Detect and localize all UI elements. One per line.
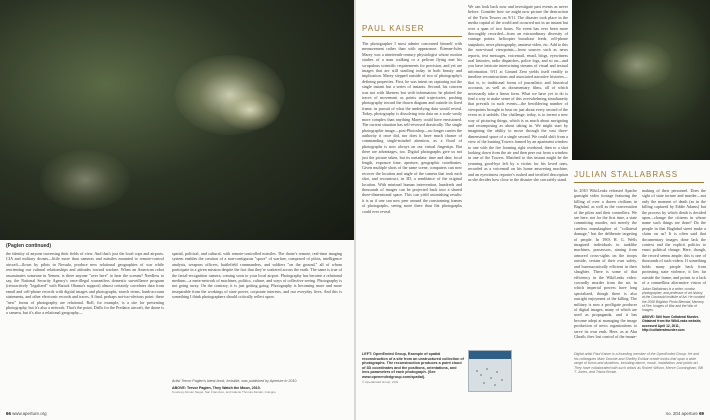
right-page	[356, 0, 710, 420]
folio-issue: no. 204 aperture	[665, 411, 698, 416]
stallabrass-heading: JULIAN STALLABRASS	[574, 170, 679, 179]
page-number: 66	[6, 411, 11, 416]
kaiser-heading: PAUL KAISER	[362, 24, 425, 33]
left-column-2-wrap	[172, 251, 342, 411]
page-number-right: 69	[699, 411, 704, 416]
kaiser-column-1: The photographer I most admire concerned himself with measurement rather than with appearance. Étienne-Jules Marey was a nineteenth-century physiologist whose motion studies of a man walking or a pelican flying met his scrupulous scientific requirements for precision, and yet are images that are still startling today in both beauty and implication. Marey stepped outside of two of photography's defining properties. First, he was intent on capturing not the single instant but a series of instants. Second, his concern was not with likeness but with information: he plotted the traces of movement as points and trajectories, pushing photography toward the drawn diagram and outside its fixed frame, in pursuit of what the underlying data would reveal. Today, photography is dissolving into data on a scale vastly more complex than anything Marey could have envisioned. The current situation has self-reversed drastically. The single photographic image—post-Photoshop—no longer carries the authority it once did, nor does it have much chance of commanding single-minded attention, as a flood of photographs is now always on our virtual fingertips. But there are advantages, too. Digital photographs give us not just the picture taken, but its metadata: time and date, focal length, exposure time, aperture, geographic coordinates. Given multiple shots of the same scene, computers can now recover the location and angle of the camera that took each shot, and reconstruct, in 3D, a semblance of the original location. With minimal human intervention, hundreds and thousands of images can be projected back into a shared three-dimensional space. This can yield astonishing results: it is as if one can now peer around the constraining frames of photographs, seeing more there than flat photographs could ever reveal.	[362, 41, 462, 214]
kaiser-column-2: We can look back now and investigate past events as never before. Consider how we might now picture the destruction of the Twin Towers on 9/11. The disaster took place in the media capital of the world and occurred not in an instant but over a span of two hours. No event has ever been more thoroughly recorded—from an extraordinary diversity of vantage points: helicopter broadcast feeds, cell-phone snapshots, news photography, amateur video, etc. Add to this the non-visual viewpoints—from sources such as news reports, text messages, voicemail, email, blogs, eyewitness oral histories, radio dispatches, police logs, and so on—and you have intricate intertwining streams of visual and textual information. 9/11 at Ground Zero yields itself readily to timeline reconstructions and associated narrative histories—that is, to traditional forms of journalistic and historical accounts, as well as documentary films, all of which necessarily take a linear form. What we have yet to do is find a way to make sense of this overwhelming simultaneity that prevails in such events—the bewildering number of viewpoints brought to bear on just about every second of the event as it unfolds. Our challenge, today, is to invent a new way of picturing things, which is as much about navigating and recomposing as about taking in. We might start by imagining the ability to move through the vast three-dimensional space of a single second. We could shift from a view of the burning Towers framed by an apartment window to one with the fire looming right overhead, then to a shot looking down from the air and then peer out from a window in one of the Towers. Matched to this instant might be the yearning good-bye left by a victim for his loved ones, recorded as a voicemail on his home answering machine, and an eyewitness reporter's rushed and terrified description as she decides how close to the disaster she can safely stand.	[468, 4, 568, 182]
point-cloud-graphic	[469, 351, 511, 391]
stallabrass-column-2: making of their personnel. Does the sight of state torture and murder—not only the moment of death (as in the killing captured by Eddie Adams) but the process by which death is decided upon—change the citizens in whose name such things are done? Do the people in that Baghdad street make a claim on us? It is often said that documentary images done lack the context and the explicit politics to enact political change. Here, though, the record seems ample; this is one of thousands of such videos. If something holds many people back from protesting state violence, it lies far outside the frame, and points to a lack of a compelling alternative vision of	[642, 188, 706, 284]
left-column-1: the identity of anyone traversing their fields of view. And that's just the local cops and airports. CIA and military drones—little more than cameras and missiles mounted to remote-control aircraft—flown by pilots in Nevada, produce new relational geographies of war while reorienting our cultural relationships and attitudes toward warfare. When an American robot assassinates someone in Yemen, is there anyone "over here" to hear the scream? Needless to say, the National Security Agency's once-illegal warrantless domestic surveillance program (retroactively "legalized" with Barack Obama's support) almost certainly correlates data from email and cell-phone records with digital images and photographs, search terms, bank-account statements, and other electronic records and traces. A final, perhaps not-too-obvious point: these "new" forms of photography are relational. Roll, for example, is a site for presenting photography, but it's also a network. That's the point. Drills for the Predator aircraft, the drone is a camera, but it's also a relational geography—	[6, 251, 164, 316]
night-photo-moon	[0, 0, 354, 240]
author-credit: Artist Trevor Paglen's latest book, Invisible, was published by Aperture in 2010.	[172, 379, 298, 383]
point-cloud-caption-wrap	[362, 352, 464, 384]
kaiser-rule	[362, 36, 462, 37]
continued-tag: (Paglen continued)	[6, 243, 51, 249]
photo-caption: ABOVE: Trevor Paglen, They Watch the Moon, 2010.	[172, 385, 261, 390]
stallabrass-bio: Julian Stallabrass is a writer, curator, photographer, and professor of art history at the Courtauld Institute of Art. He curated the 2008 Brighton Photo Biennial, Memory of Fire: Images of War and the War of Images.	[642, 287, 705, 313]
kaiser-bio: Digital artist Paul Kaiser is a founding member of the OpenEnded Group. He and his colleagues Marc Downie and Shelley Eshkar create works that span a wide range of forms and durations, including dance, music, installation, and public art. They have collaborated with such artists as Robert Wilson, Merce Cunningham, Bill T. Jones, and Trisha Brown.	[574, 352, 703, 375]
right-folio	[666, 411, 704, 416]
stallabrass-caption: ABOVE: Still from Collateral Murder. Obtained from the WikiLeaks website, accessed April 12, 2011, http://collateralmurder.com	[642, 315, 702, 332]
stallabrass-rule	[574, 182, 704, 183]
point-cloud-caption: LEFT: OpenEnded Group, Example of spatial reconstruction of a site from an unstructured collection of photographs. The reconstruction produces a point cloud of 3D coordinates and the positions, orientations, and lens parameters of each photograph. (See www.openendedgroup.com/spatial).	[362, 352, 464, 379]
point-cloud-credit: © OpenEnded Group, 2011	[362, 379, 399, 384]
photo-caption-credit: Courtesy Altman Siegel, San Francisco, and Galerie Thomas Zander, Cologne	[172, 390, 276, 395]
point-cloud-screenshot	[468, 350, 512, 392]
folio-url: www.aperture.org	[12, 411, 47, 416]
stallabrass-column-1: In 2010 WikiLeaks released Apache gunsight video footage featuring the killing of over a dozen civilians in Baghdad, as well as the conversation of the pilots and their controllers. We see here, not for the first time, a state committing murder, not merely the careless manslaughter of "collateral damage," but the deliberate targeting of people. In 1903 H. G. Wells imagined individuals in tanklike machines, possessors, aiming from armored cross-sights on the troops outside, certain of their own safety, and bureaucratically efficient in their slaughter. There is some of that efficiency in the WikiLeaks video: cowardly murder from the air, in which imperial powers have long specialized, though there is also outright enjoyment of the killing. The military is now a profligate producer of digital images, many of which are used as propaganda, and it has become adept at managing the image production of news organizations to serve its own ends. Here, as at Abu Ghraib, they lost control of the image-	[574, 188, 637, 338]
left-page	[0, 0, 354, 420]
stallabrass-column-2-wrap	[642, 188, 706, 358]
left-folio	[6, 411, 47, 416]
left-column-2: spatial, political, and cultural, with remote-controlled missiles. The drone's remote, real-time imaging system enables the creation of a non-contiguous "space" of warfare, composed of pilots, intelligence analysts, weapons officers, battlefield commanders, and soldiers "on the ground," all of whom participate in a given mission despite the fact that they're scattered across the earth. The same is true of the facial-recognition camera, coming soon to your local airport. Photography has become a relational medium—a meta-network of machines, politics, culture, and ways of collective seeing. Photography is not going away. On the contrary, it is just getting going. Photography is becoming more and more inseparable from the workings of state power, corporate interests, and our everyday lives. And this is something I think photographers should critically reflect upon.	[172, 251, 342, 300]
gunsight-still-photo	[572, 0, 710, 160]
